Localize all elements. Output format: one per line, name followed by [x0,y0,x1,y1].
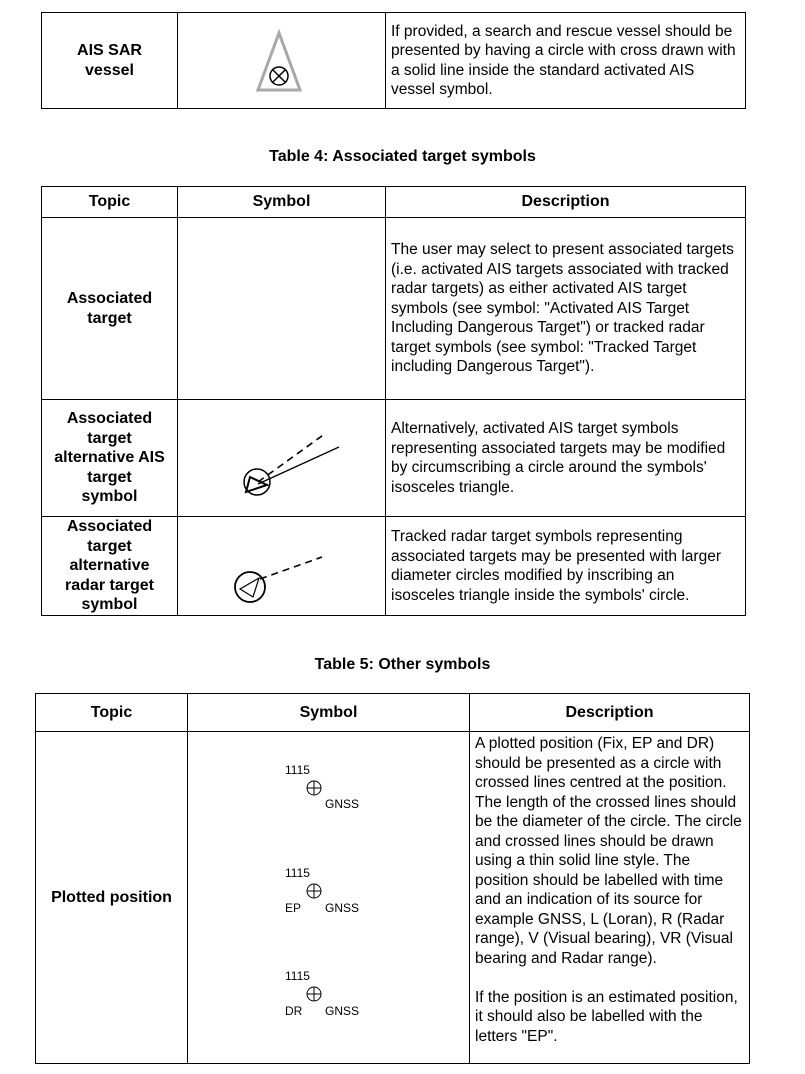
header-symbol: Symbol [178,187,386,218]
ais-associated-target-icon [178,400,386,517]
plotted-position-icon [307,987,321,1001]
table-row [36,732,750,1064]
header-topic: Topic [36,694,188,732]
plotted-position-icon [307,781,321,795]
symbol-cell-empty [178,218,386,400]
position-source-label: GNSS [325,1004,360,1018]
table-row [42,400,746,517]
topic-cell: AIS SAR vessel [42,13,178,109]
header-symbol: Symbol [188,694,470,732]
ais-associated-symbol-cell [178,400,386,517]
position-source-label: GNSS [325,901,360,915]
table-row [42,218,746,400]
position-time-label: 1115 [285,763,310,777]
position-prefix-label: EP [285,901,302,915]
description-cell: If provided, a search and rescue vessel should be presented by having a circle with cross drawn with a solid line inside the standard activated AIS vessel symbol. [386,13,746,109]
table5-caption: Table 5: Other symbols [314,656,491,673]
description-paragraph: If the position is an estimated position, it should also be labelled with the letters "EP". [475,988,738,1045]
topic-cell: Associated target alternative AIS target symbol [42,400,178,517]
topic-cell: Associated target [42,218,178,400]
topic-cell: Associated target alternative radar target symbol [42,517,178,616]
position-time-label: 1115 [285,969,310,983]
position-source-label: GNSS [325,797,360,811]
description-paragraph: A plotted position (Fix, EP and DR) should be presented as a circle with crossed lines centred at the position. The length of the crossed lines should be the diameter of the circle. The circle and crossed lines should be drawn using a thin solid line style. The position should be labelled with time and an indication of its source for example GNSS, L (Loran), R (Radar range), V (Visual bearing), VR (Visual bearing and Radar range). [475,735,742,967]
ais-sar-vessel-icon [178,13,386,109]
radar-associated-symbol-cell [178,517,386,616]
table4-caption: Table 4: Associated target symbols [269,148,536,165]
description-cell [470,732,750,1064]
ais-sar-table [41,12,746,109]
table-row [42,13,746,109]
plotted-position-icon [307,884,321,898]
description-cell: Alternatively, activated AIS target symbols representing associated targets may be modified by circumscribing a circle around the symbols' isosceles triangle. [386,400,746,517]
table-row [42,517,746,616]
header-topic: Topic [42,187,178,218]
ais-sar-symbol-cell [178,13,386,109]
description-cell: Tracked radar target symbols representing associated targets may be presented with larger diameter circles modified by inscribing an isosceles triangle inside the symbols' circle. [386,517,746,616]
table-header-row [36,694,750,732]
header-description: Description [386,187,746,218]
position-prefix-label: DR [285,1004,303,1018]
topic-cell: Plotted position [36,732,188,1064]
table-header-row [42,187,746,218]
header-description: Description [470,694,750,732]
plotted-position-symbol-cell [188,732,470,1064]
table5 [35,693,750,1064]
description-cell: The user may select to present associated targets (i.e. activated AIS targets associated with tracked radar targets) as either activated AIS target symbols (see symbol: "Activated AIS Target Including Dangerous Target") or tracked radar target symbols (see symbol: "Tracked Target including Dangerous Target"). [386,218,746,400]
table4 [41,186,746,616]
position-time-label: 1115 [285,866,310,880]
radar-associated-target-icon [178,517,386,616]
